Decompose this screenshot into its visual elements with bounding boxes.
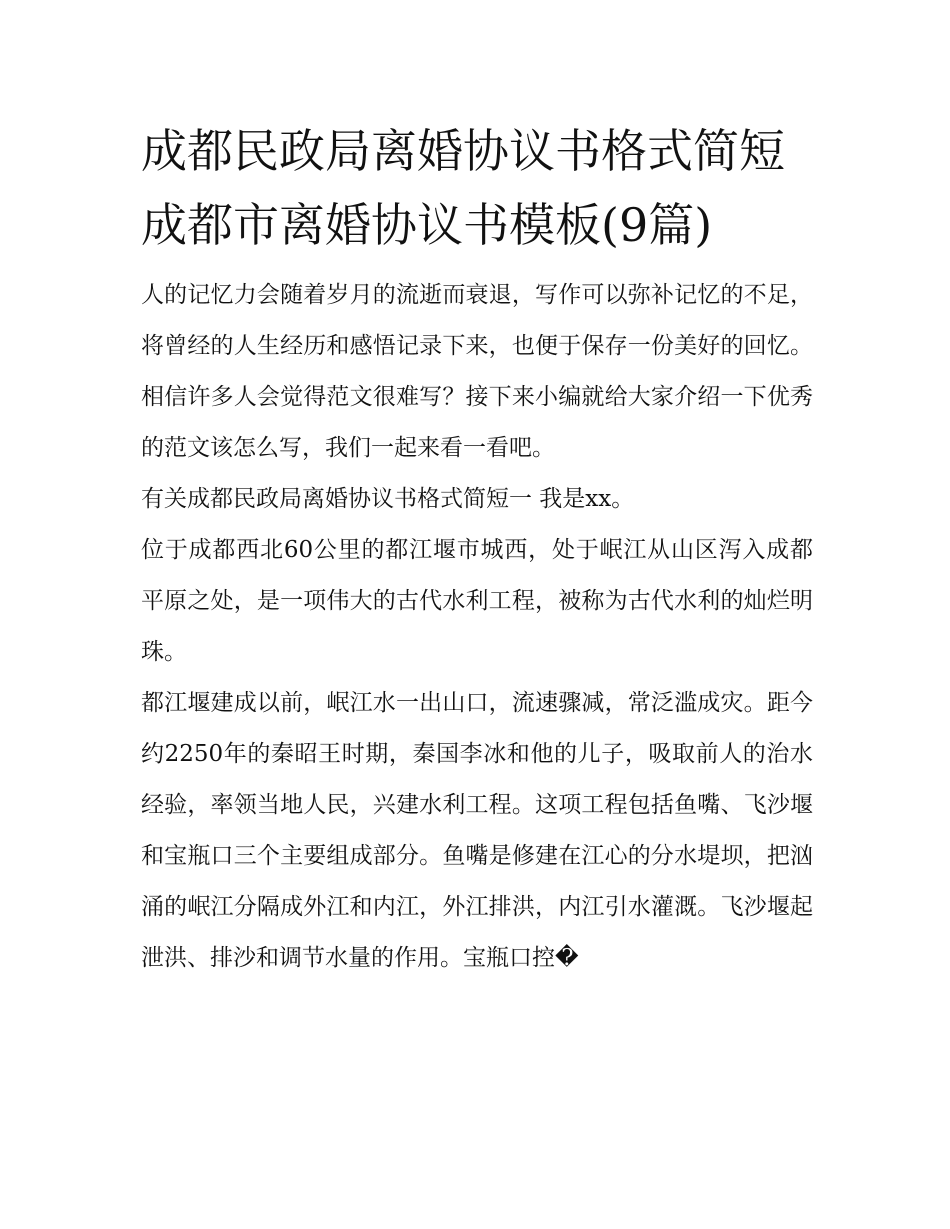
title-block	[141, 114, 813, 262]
intro-paragraph: 人的记忆力会随着岁月的流逝而衰退，写作可以弥补记忆的不足，将曾经的人生经历和感悟记录下来，也便于保存一份美好的回忆。相信许多人会觉得范文很难写？接下来小编就给大家介绍一下优秀的范文该怎么写，我们一起来看一看吧。	[141, 282, 813, 461]
document-body	[141, 114, 813, 984]
document-title: 成都民政局离婚协议书格式简短 成都市离婚协议书模板(9篇)	[141, 124, 785, 252]
history-paragraph: 都江堰建成以前，岷江水一出山口，流速骤减，常泛滥成灾。距今约2250年的秦昭王时期，秦国李冰和他的儿子，吸取前人的治水经验，率领当地人民，兴建水利工程。这项工程包括鱼嘴、飞沙堰和宝瓶口三个主要组成部分。鱼嘴是修建在江心的分水堤坝，把汹涌的岷江分隔成外江和内江，外江排洪，内江引水灌溉。飞沙堰起泄洪、排沙和调节水量的作用。宝瓶口控�	[141, 690, 813, 971]
section-heading-paragraph: 有关成都民政局离婚协议书格式简短一 我是xx。	[141, 486, 635, 512]
location-paragraph: 位于成都西北60公里的都江堰市城西，处于岷江从山区泻入成都平原之处，是一项伟大的古代水利工程，被称为古代水利的灿烂明珠。	[141, 537, 813, 665]
